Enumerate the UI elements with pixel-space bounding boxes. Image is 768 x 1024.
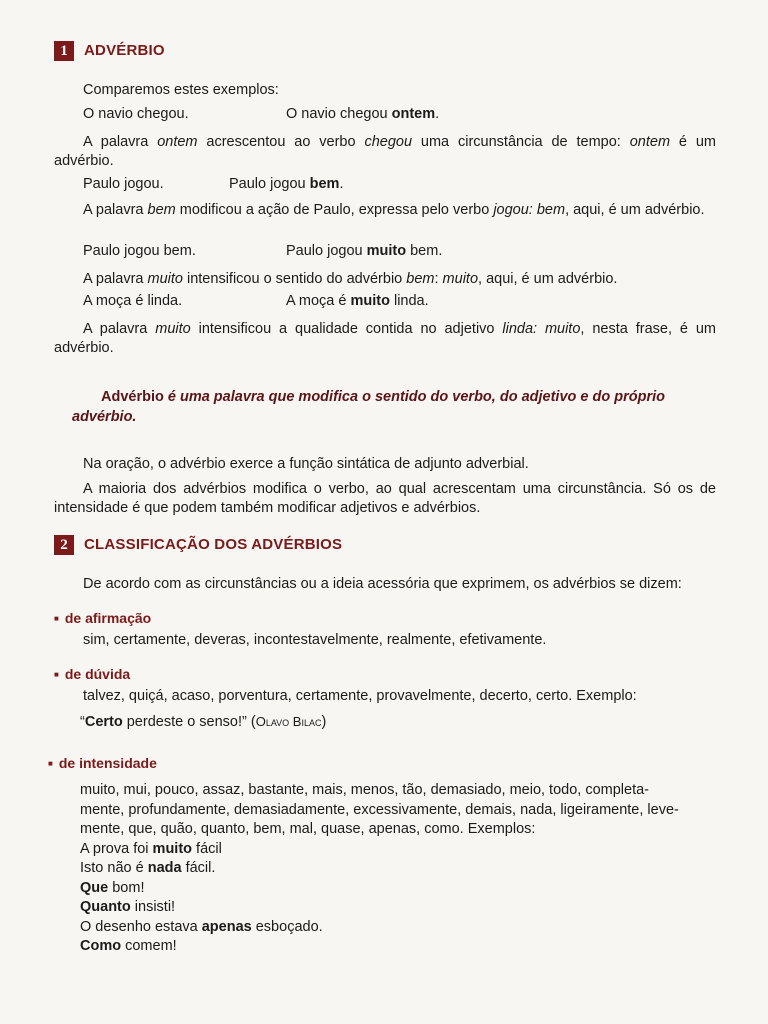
example-2a: Paulo jogou. <box>83 176 164 192</box>
example-4a: A moça é linda. <box>83 293 183 309</box>
intensidade-list <box>80 782 714 958</box>
example-1b: O navio chegou ontem. <box>286 106 440 122</box>
example-4b: A moça é muito linda. <box>286 293 429 309</box>
example-3b: Paulo jogou muito bem. <box>286 243 443 259</box>
example-intensidade-6: Como comem! <box>80 938 177 954</box>
bullet-afirmacao: ■ de afirmação <box>54 610 151 626</box>
example-3a: Paulo jogou bem. <box>83 243 196 259</box>
example-intensidade-1: A prova foi muito fácil <box>80 840 222 857</box>
duvida-text: talvez, quiçá, acaso, porventura, certamente, provavelmente, decerto, certo. Exemplo: <box>83 688 637 704</box>
example-2b: Paulo jogou bem. <box>229 176 344 192</box>
intensidade-line-2: mente, profundamente, demasiadamente, excessivamente, demais, nada, ligeiramente, leve- <box>80 801 679 818</box>
paragraph-1: A palavra ontem acrescentou ao verbo chegou uma circunstância de tempo: ontem é um advérbio. <box>54 134 716 169</box>
example-intensidade-3: Que bom! <box>80 879 145 896</box>
author-name: Olavo Bilac <box>255 714 322 729</box>
paragraph-4: A palavra muito intensificou a qualidade contida no adjetivo linda: muito, nesta frase, é um advérbio. <box>54 321 716 356</box>
duvida-quote: “Certo perdeste o senso!” (Olavo Bilac) <box>80 714 327 730</box>
intensidade-line-1: muito, mui, pouco, assaz, bastante, mais, menos, tão, demasiado, meio, todo, completa- <box>80 782 650 798</box>
paragraph-3: A palavra muito intensificou o sentido do advérbio bem: muito, aqui, é um advérbio. <box>83 271 618 287</box>
example-1a: O navio chegou. <box>83 106 189 122</box>
section-title-classificacao: CLASSIFICAÇÃO DOS ADVÉRBIOS <box>84 536 343 553</box>
paragraph-5: Na oração, o advérbio exerce a função sintática de adjunto adverbial. <box>83 456 529 472</box>
paragraph-6: A maioria dos advérbios modifica o verbo, ao qual acrescentam uma circunstância. Só os de intensidade é que podem também modificar adjetivos e advérbios. <box>54 481 716 516</box>
example-intensidade-5: O desenho estava apenas esboçado. <box>80 918 323 935</box>
intensidade-line-3: mente, que, quão, quanto, bem, mal, quase, apenas, como. Exemplos: <box>80 821 536 837</box>
bullet-intensidade: ■ de intensidade <box>48 755 157 771</box>
paragraph-2: A palavra bem modificou a ação de Paulo, expressa pelo verbo jogou: bem, aqui, é um advérbio. <box>83 202 705 218</box>
example-intensidade-4: Quanto insisti! <box>80 899 176 915</box>
afirmacao-text: sim, certamente, deveras, incontestavelmente, realmente, efetivamente. <box>83 632 547 648</box>
section-number-1: 1 <box>54 41 74 61</box>
section-title-adverbio: ADVÉRBIO <box>84 42 165 59</box>
example-intensidade-2: Isto não é nada fácil. <box>80 860 216 876</box>
bullet-duvida: ■ de dúvida <box>54 666 130 682</box>
paragraph-7: De acordo com as circunstâncias ou a ideia acessória que exprimem, os advérbios se dizem: <box>83 576 682 592</box>
intro-text: Comparemos estes exemplos: <box>83 82 279 98</box>
section-number-2: 2 <box>54 535 74 555</box>
definition-box: Advérbio é uma palavra que modifica o sentido do verbo, do adjetivo e do próprio advérbio. <box>72 389 665 425</box>
